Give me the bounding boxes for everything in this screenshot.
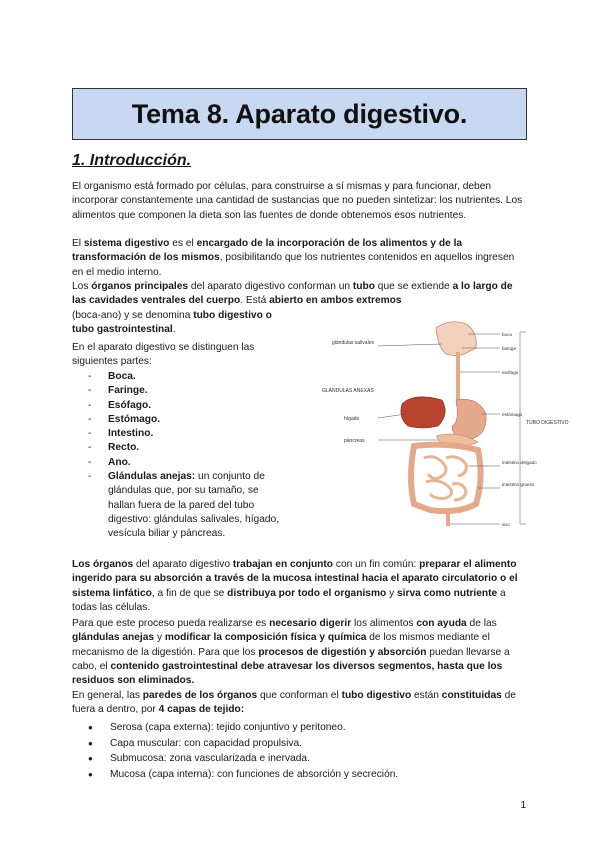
section-heading: 1. Introducción.: [72, 152, 192, 169]
list-item: - Estómago.: [72, 413, 287, 427]
conjunto-paragraph: Los órganos del aparato digestivo trabajan en conjunto con un fin común: preparar el alimento ingerido para su absorción a través de la mucosa intestinal hacia el aparato circulatorio o el sistema linfático, a fin de que se distribuya por todo el organismo y sirva como nutriente a todas las células.: [72, 559, 518, 613]
list-item: ● Submucosa: zona vascularizada e inervada.: [72, 751, 528, 767]
label-glandulas-salivales: glándulas salivales: [332, 340, 374, 346]
list-item: - Esófago.: [72, 399, 287, 413]
list-item: - Intestino.: [72, 427, 287, 441]
list-item: - Recto.: [72, 441, 287, 455]
label-tubo-digestivo: TUBO DIGESTIVO: [526, 420, 569, 426]
list-item: ● Capa muscular: con capacidad propulsiva.: [72, 736, 528, 752]
small-intestine-shape: [424, 457, 466, 500]
document-title: Tema 8. Aparato digestivo.: [131, 98, 468, 129]
sistema-paragraph: El sistema digestivo es el encargado de la incorporación de los alimentos y de la transformación de los mismos, posibilitando que los nutrientes contenidos en aquellos ingresen en el medio interno.: [72, 238, 515, 278]
list-item: - Ano.: [72, 456, 287, 470]
label-higado: hígado: [344, 416, 360, 422]
liver-shape: [401, 397, 445, 428]
label-boca: boca: [502, 332, 512, 337]
organos-paragraph: Los órganos principales del aparato digestivo conforman un tubo que se extiende a lo largo de las cavidades ventrales del cuerpo. Está abierto en ambos extremos: [72, 281, 513, 307]
intro-paragraph: El organismo está formado por células, para construirse a sí mismas y para funcionar, deben incorporar constantemente una cantidad de sustancias que no pueden sintetizar: los nutrientes. Los alimentos que componen la dieta son las fuentes de donde obtenemos esos nutrientes.: [72, 181, 523, 221]
list-item: ● Serosa (capa externa): tejido conjuntivo y peritoneo.: [72, 720, 528, 736]
label-faringe: faringe: [502, 346, 517, 351]
list-item: ● Mucosa (capa interna): con funciones de absorción y secreción.: [72, 767, 528, 783]
list-item: - Faringe.: [72, 384, 287, 398]
label-estomago: estómago: [502, 412, 523, 417]
label-glandulas-anexas: GLÁNDULAS ANEXAS: [322, 388, 374, 394]
capas-list: [72, 720, 528, 782]
paredes-paragraph: En general, las paredes de los órganos que conforman el tubo digestivo están constituidas de fuera a dentro, por 4 capas de tejido:: [72, 690, 516, 716]
proceso-paragraph: Para que este proceso pueda realizarse es necesario digerir los alimentos con ayuda de las glándulas anejas y modificar la composición física y química de los mismos mediante el mecanismo de la digestión. Para que los procesos de digestión y absorción puedan llevarse a cabo, el contenido gastrointestinal debe atravesar los diversos segmentos, hasta que los residuos son eliminados.: [72, 618, 510, 687]
partes-list: [72, 370, 287, 542]
digestive-system-figure: [318, 318, 580, 530]
label-pancreas: páncreas: [344, 438, 365, 444]
title-box: [72, 88, 527, 140]
label-esofago: esófago: [502, 370, 519, 375]
organos-paragraph-cont: (boca-ano) y se denomina tubo digestivo o tubo gastrointestinal.: [72, 310, 272, 336]
stomach-shape: [452, 399, 486, 440]
large-intestine-shape: [411, 445, 481, 511]
label-ano: ano: [502, 522, 510, 527]
label-intestino-delgado: intestino delgado: [502, 460, 537, 465]
page-number: 1: [520, 800, 526, 811]
list-item: - Glándulas anejas: un conjunto de glándulas que, por su tamaño, se hallan fuera de la pared del tubo digestivo: glándulas salivales, hígado, vesícula biliar y páncreas.: [72, 470, 287, 541]
list-item: - Boca.: [72, 370, 287, 384]
label-intestino-grueso: intestino grueso: [502, 482, 535, 487]
partes-intro: En el aparato digestivo se distinguen las siguientes partes:: [72, 342, 255, 368]
